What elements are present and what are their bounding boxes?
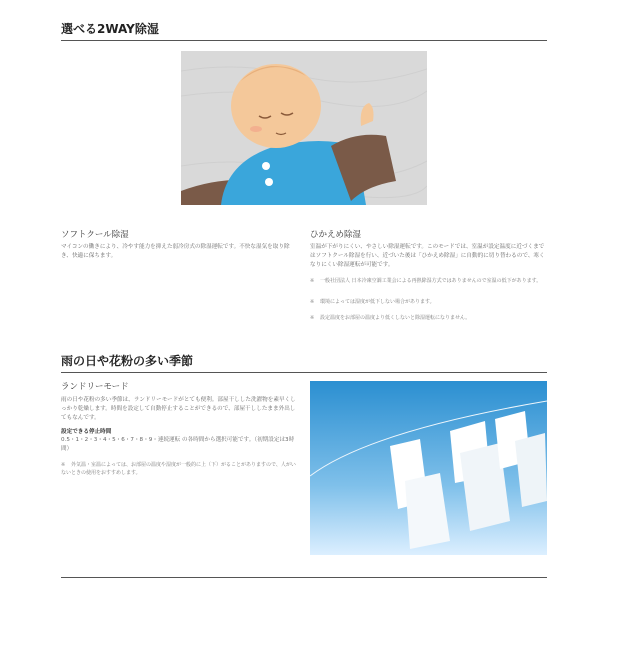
timer-values: 0.5・1・2・3・4・5・6・7・8・9・連続運転 の各時間から選択可能です。（初期設定は3時間） xyxy=(61,437,295,452)
section-rainy-season xyxy=(61,352,547,369)
note-mark: ※ xyxy=(310,299,315,305)
timer-heading: 設定できる停止時間 xyxy=(61,429,112,435)
section-title: 雨の日や花粉の多い季節 xyxy=(61,354,194,368)
section-title: 選べる2WAY除湿 xyxy=(61,22,159,36)
soft-cool-title: ソフトクール除湿 xyxy=(61,230,129,240)
note-mark: ※ xyxy=(310,315,315,321)
laundry-drying-image xyxy=(310,381,547,555)
soft-cool-body: マイコンの働きにより、冷やす能力を抑えた弱冷房式の除湿運転です。不快な湿気を取り除き、快適に保ちます。 xyxy=(61,244,290,259)
hikaeme-body: 室温が下がりにくい、やさしい除湿運転です。このモードでは、室温が設定温度に近づくまではソフトクール除湿を行い、近づいた後は「ひかえめ除湿」に自動的に切り替わるので、寒くなりにくい除湿運転が可能です。 xyxy=(310,244,545,268)
note-text: 設定温度をお部屋の温度より低くしないと除湿運転になりません。 xyxy=(320,315,471,321)
note-mark: ※ xyxy=(310,278,315,284)
note-text: 一般社団法人 日本冷凍空調工業会による再熱除湿方式ではありませんので室温の低下があります。 xyxy=(320,278,542,284)
laundry-mode-title: ランドリーモード xyxy=(61,382,129,392)
hikaeme-note-1 xyxy=(310,277,547,285)
bottom-divider xyxy=(61,577,547,578)
laundry-note-1 xyxy=(61,461,298,477)
note-text: 環境によっては湿度が低下しない場合があります。 xyxy=(320,299,435,305)
hikaeme-title: ひかえめ除湿 xyxy=(310,230,362,240)
laundry-mode-body: 雨の日や花粉の多い季節は、ランドリーモードがとても便利。部屋干しした洗濯物を素早くしっかり乾燥します。時間を設定して自動停止することができるので、部屋干ししたまま外出してもなんです。 xyxy=(61,397,296,421)
sleeping-baby-image xyxy=(181,51,427,205)
section-divider xyxy=(61,40,547,41)
note-mark: ※ xyxy=(61,462,66,468)
hikaeme-note-3 xyxy=(310,314,547,322)
section-2way-dehumidify xyxy=(61,20,547,37)
note-text: 外気温・室温によっては、お部屋の温度や湿度が一般的に上（下）がることがありますので、人がいないときの使用をおすすめします。 xyxy=(61,462,296,476)
section-divider xyxy=(61,372,547,373)
hikaeme-note-2 xyxy=(310,298,547,306)
